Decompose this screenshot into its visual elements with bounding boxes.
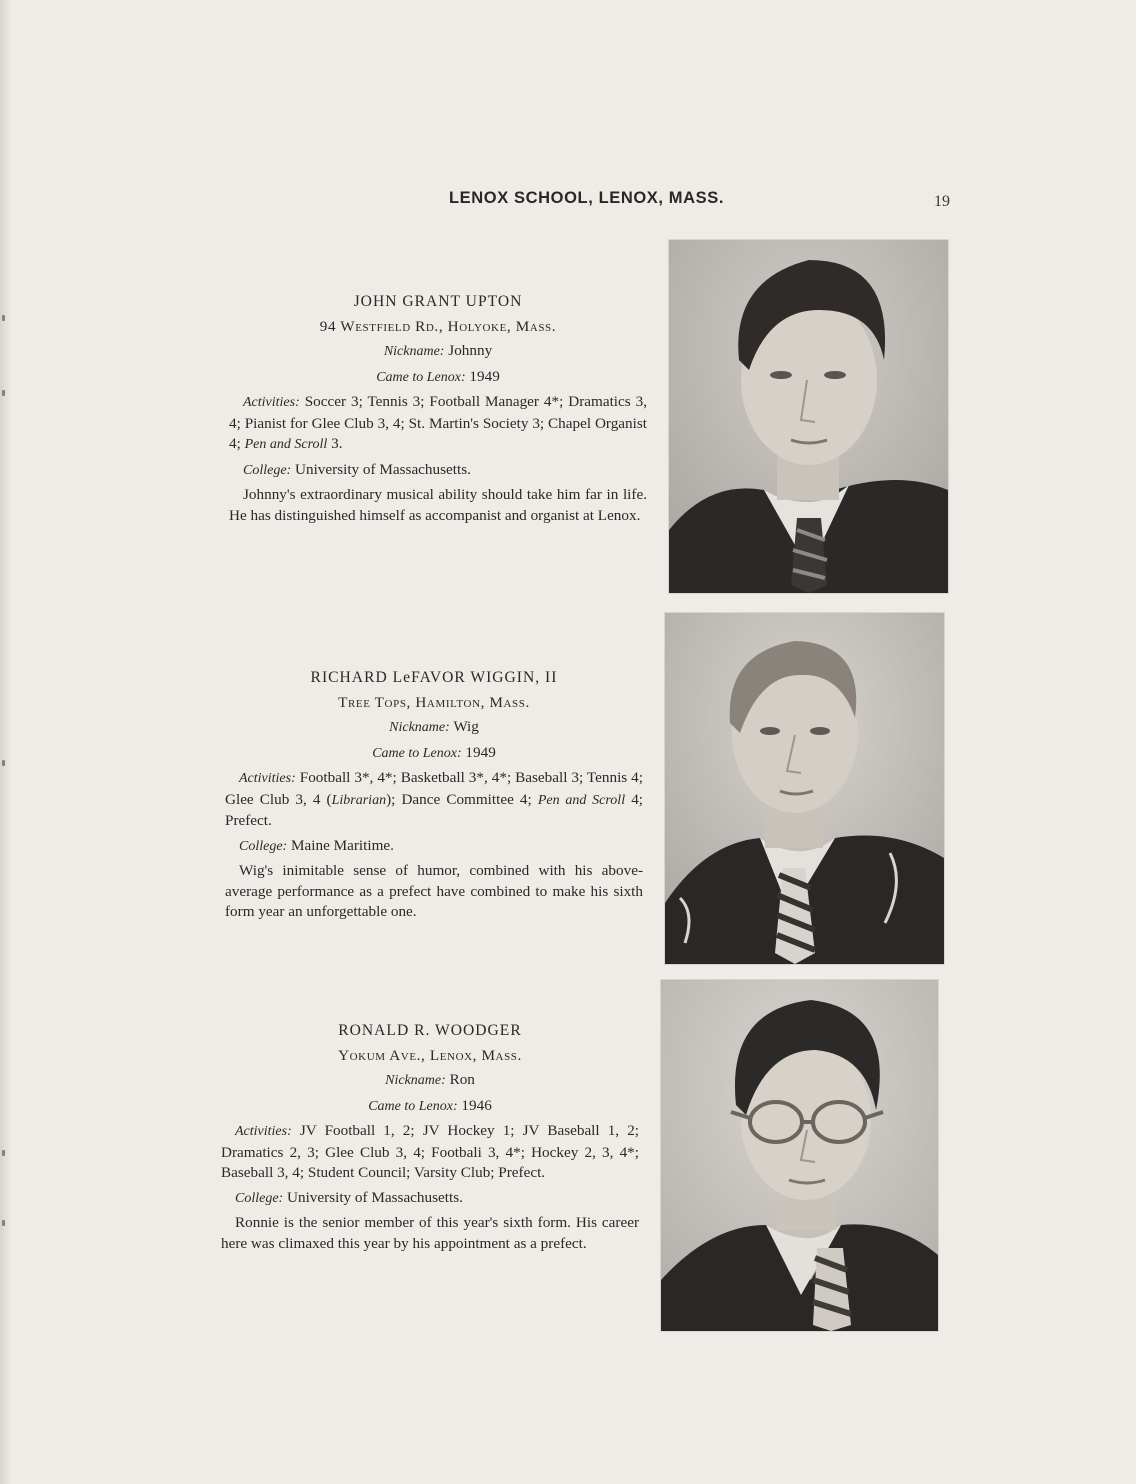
- college-value: University of Massachusetts.: [295, 460, 471, 478]
- portrait-photo-wiggin: [665, 613, 944, 964]
- college-label: College:: [235, 1190, 284, 1206]
- college-label: College:: [243, 462, 292, 478]
- came-year: 1949: [469, 367, 500, 385]
- student-address: Tree Tops, Hamilton, Mass.: [338, 693, 530, 711]
- came-label: Came to Lenox:: [372, 745, 462, 761]
- nickname-line: [221, 1070, 639, 1092]
- nickname-line: [229, 341, 647, 363]
- portrait-photo-upton: [669, 240, 948, 593]
- portrait-photo-woodger: [661, 980, 938, 1331]
- came-label: Came to Lenox:: [368, 1098, 458, 1114]
- college-label: College:: [239, 838, 288, 854]
- student-address: 94 Westfield Rd., Holyoke, Mass.: [319, 317, 557, 335]
- activities-paragraph: [221, 1121, 639, 1184]
- activities-text: JV Football 1, 2; JV Hockey 1; JV Baseball 1, 2; Dramatics 2, 3; Glee Club 3, 4; Footbali 3, 4*; Hockey 2, 3, 4*; Baseball 3, 4; Student Council; Varsity Club; Prefect.: [221, 1122, 640, 1181]
- activities-text-end: 4; Prefect.: [225, 790, 644, 829]
- student-address: Yokum Ave., Lenox, Mass.: [338, 1046, 522, 1064]
- student-name: RICHARD LeFAVOR WIGGIN, II: [310, 669, 558, 686]
- page-gutter: [0, 0, 10, 1484]
- college-value: Maine Maritime.: [291, 836, 394, 854]
- student-name: RONALD R. WOODGER: [338, 1022, 522, 1039]
- senior-entry-upton: [229, 292, 647, 526]
- student-name: JOHN GRANT UPTON: [353, 293, 523, 310]
- college-line: [221, 1188, 639, 1210]
- page-number: 19: [934, 193, 950, 210]
- bio-paragraph: Johnny's extraordinary musical ability should take him far in life. He has distinguished himself as accompanist and organist at Lenox.: [229, 486, 647, 524]
- nickname-value: Johnny: [448, 342, 493, 359]
- came-to-lenox-line: [229, 367, 647, 389]
- nickname-label: Nickname:: [385, 1073, 446, 1088]
- activities-label: Activities:: [239, 771, 296, 786]
- senior-entry-woodger: [221, 1021, 639, 1254]
- came-year: 1946: [461, 1096, 492, 1114]
- nickname-label: Nickname:: [389, 720, 450, 735]
- came-to-lenox-line: [221, 1096, 639, 1118]
- nickname-value: Wig: [453, 718, 479, 735]
- college-line: [225, 836, 643, 858]
- portrait-photo: [669, 240, 948, 593]
- running-header: LENOX SCHOOL, LENOX, MASS.: [449, 189, 725, 207]
- activities-paragraph: [229, 392, 647, 456]
- came-year: 1949: [465, 743, 496, 761]
- college-value: University of Massachusetts.: [287, 1188, 463, 1206]
- nickname-line: [225, 717, 643, 739]
- activities-italic: Pen and Scroll: [244, 437, 328, 452]
- activities-label: Activities:: [235, 1124, 292, 1139]
- portrait-photo: [661, 980, 938, 1331]
- activities-label: Activities:: [243, 395, 300, 410]
- nickname-value: Ron: [449, 1071, 475, 1088]
- came-label: Came to Lenox:: [376, 369, 466, 385]
- bio-paragraph: Ronnie is the senior member of this year's sixth form. His career here was climaxed this year by his appointment as a prefect.: [221, 1214, 639, 1252]
- activities-italic: Librarian: [331, 792, 387, 808]
- activities-text: Football 3*, 4*; Basketball 3*, 4*; Baseball 3; Tennis 4; Glee Club 3, 4 (: [225, 769, 643, 808]
- activities-text-end: 3.: [331, 435, 343, 452]
- activities-text-mid: ); Dance Committee 4;: [386, 790, 532, 808]
- activities-text: Soccer 3; Tennis 3; Football Manager 4*; Dramatics 3, 4; Pianist for Glee Club 3, 4; St. Martin's Society 3; Chapel Organist 4;: [229, 393, 648, 452]
- college-line: [229, 460, 647, 482]
- portrait-photo: [665, 613, 944, 964]
- activities-italic-2: Pen and Scroll: [537, 792, 626, 808]
- activities-paragraph: [225, 768, 643, 832]
- senior-entry-wiggin: [225, 668, 643, 923]
- came-to-lenox-line: [225, 743, 643, 765]
- bio-paragraph: Wig's inimitable sense of humor, combined with his above-average performance as a prefect have combined to make his sixth form year an unforgettable one.: [225, 862, 643, 920]
- nickname-label: Nickname:: [383, 344, 445, 359]
